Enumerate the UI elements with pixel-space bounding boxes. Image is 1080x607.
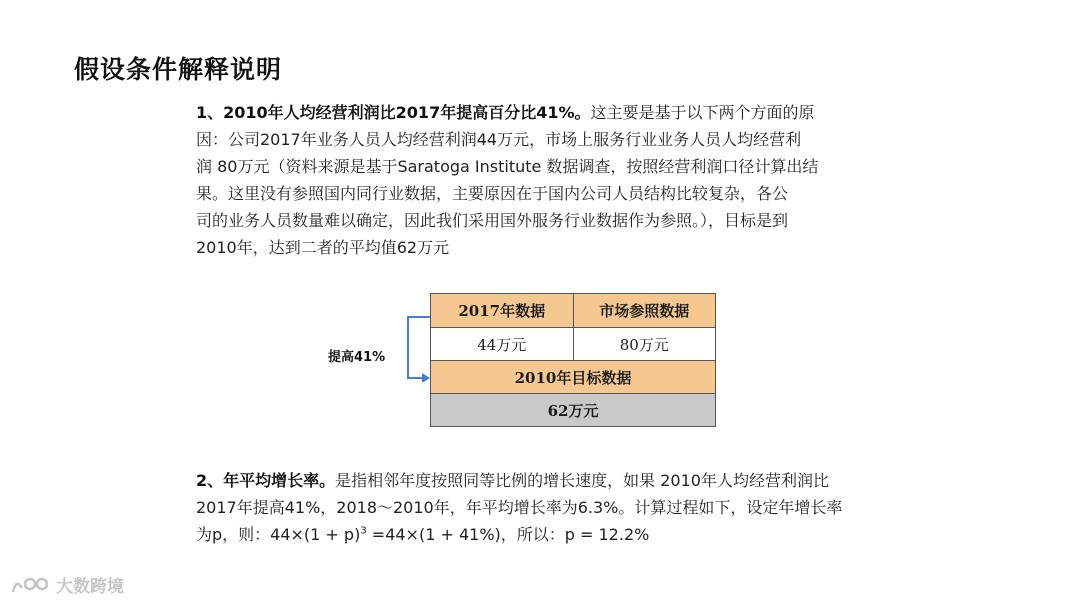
exponent: 3 (360, 525, 367, 537)
paragraph-1-line-2: 因：公司2017年业务人员人均经营利润44万元，市场上服务行业业务人员人均经营利 (196, 130, 802, 149)
value-2017: 44万元 (431, 328, 573, 360)
page-title: 假设条件解释说明 (74, 55, 283, 84)
paragraph-1-line-1: 这主要是基于以下两个方面的原 (590, 103, 815, 122)
data-table (430, 293, 716, 427)
watermark-logo-icon (10, 574, 52, 596)
paragraph-1-line-3: 润 80万元（资料来源是基于Saratoga Institute 数据调查，按照经营利润口径计算出结 (196, 157, 819, 176)
table-target-row (430, 360, 716, 393)
watermark (10, 572, 124, 597)
target-value: 62万元 (431, 394, 715, 426)
paragraph-2-line-3a: 为p，则：44×(1 + p) (196, 525, 361, 544)
paragraph-1-line-6: 2010年，达到二者的平均值62万元 (196, 238, 450, 257)
paragraph-2-line-2: 2017年提高41%，2018～2010年，年平均增长率为6.3%。计算过程如下，设定年增长率 (196, 498, 843, 517)
paragraph-1-line-4: 果。这里没有参照国内同行业数据，主要原因在于国内公司人员结构比较复杂，各公 (196, 184, 789, 203)
assumption-paragraph-1 (196, 99, 916, 261)
bracket-arrow-icon (400, 312, 434, 382)
paragraph-2-lead: 2、年平均增长率。 (196, 471, 336, 490)
table-value-row (430, 327, 716, 360)
arrow-label: 提高41% (328, 350, 386, 365)
table-header-row (430, 293, 716, 327)
table-result-row (430, 393, 716, 427)
paragraph-2-line-1: 是指相邻年度按照同等比例的增长速度，如果 2010年人均经营利润比 (335, 471, 829, 490)
value-market: 80万元 (573, 328, 716, 360)
target-data-figure (300, 290, 730, 440)
watermark-text: 大数跨境 (56, 577, 124, 597)
paragraph-1-line-5: 司的业务人员数量难以确定，因此我们采用国外服务行业数据作为参照。），目标是到 (196, 211, 789, 230)
header-2017-data: 2017年数据 (431, 294, 573, 327)
paragraph-2-line-3b: =44×(1 + 41%)，所以：p = 12.2% (366, 525, 650, 544)
header-market-reference: 市场参照数据 (573, 294, 716, 327)
assumption-paragraph-2 (196, 467, 916, 548)
paragraph-1-lead: 1、2010年人均经营利润比2017年提高百分比41%。 (196, 103, 591, 122)
target-label: 2010年目标数据 (431, 361, 715, 393)
